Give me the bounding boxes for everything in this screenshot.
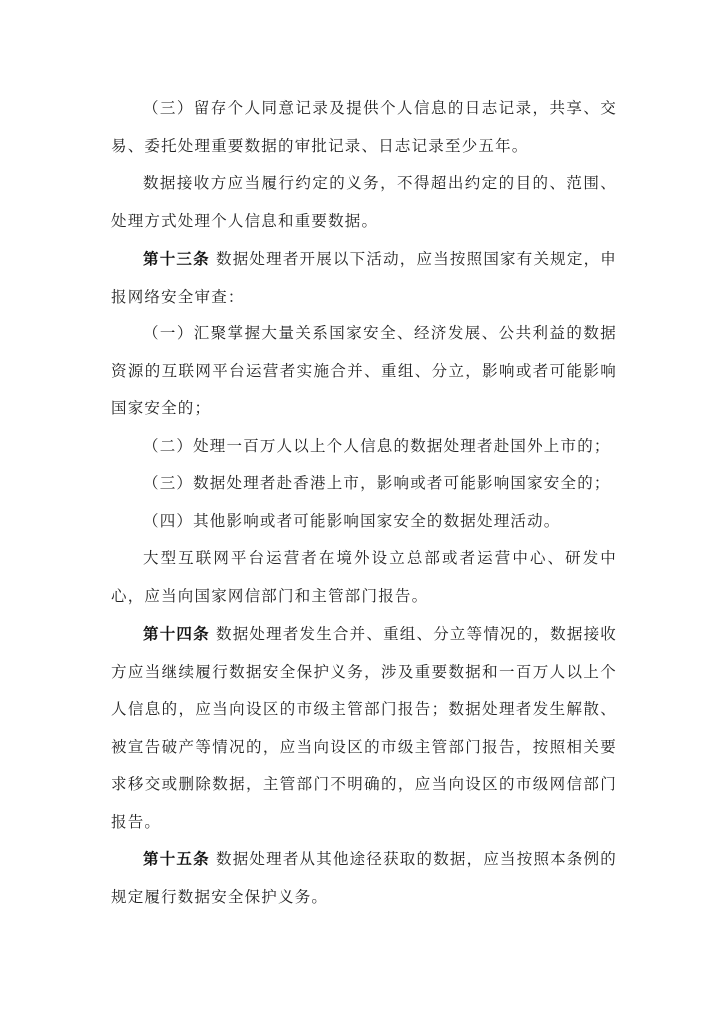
paragraph-text: 数据接收方应当履行约定的义务，不得超出约定的目的、范围、处理方式处理个人信息和重要数据。 <box>111 174 617 230</box>
list-item-2 <box>111 428 617 466</box>
paragraph-text: （三）留存个人同意记录及提供个人信息的日志记录，共享、交易、委托处理重要数据的审批记录、日志记录至少五年。 <box>111 99 617 155</box>
article-14 <box>111 615 617 841</box>
paragraph-text: （三）数据处理者赴香港上市，影响或者可能影响国家安全的； <box>143 474 611 492</box>
article-number: 第十五条 <box>143 849 210 868</box>
article-15 <box>111 840 617 916</box>
list-item-4 <box>111 503 617 541</box>
paragraph-text: （一）汇聚掌握大量关系国家安全、经济发展、公共利益的数据资源的互联网平台运营者实施合并、重组、分立，影响或者可能影响国家安全的； <box>111 324 617 417</box>
paragraph-text: 大型互联网平台运营者在境外设立总部或者运营中心、研发中心，应当向国家网信部门和主管部门报告。 <box>111 549 617 605</box>
paragraph-text: 数据处理者从其他途径获取的数据，应当按照本条例的规定履行数据安全保护义务。 <box>111 850 617 906</box>
paragraph-text: （四）其他影响或者可能影响国家安全的数据处理活动。 <box>143 512 561 530</box>
paragraph-text: 数据处理者开展以下活动，应当按照国家有关规定，申报网络安全审查： <box>111 250 617 306</box>
article-13-intro <box>111 240 617 316</box>
article-number: 第十三条 <box>143 249 210 268</box>
paragraph-retention-logs <box>111 90 617 165</box>
article-number: 第十四条 <box>143 624 210 643</box>
paragraph-recipient-obligations <box>111 165 617 240</box>
paragraph-overseas-hq <box>111 540 617 615</box>
paragraph-text: 数据处理者发生合并、重组、分立等情况的，数据接收方应当继续履行数据安全保护义务，涉及重要数据和一百万人以上个人信息的，应当向设区的市级主管部门报告；数据处理者发生解散、被宣告破产等情况的，应当向设区的市级主管部门报告，按照相关要求移交或删除数据，主管部门不明确的，应当向设区的市级网信部门报告。 <box>111 625 617 831</box>
list-item-3 <box>111 465 617 503</box>
list-item-1 <box>111 315 617 428</box>
paragraph-text: （二）处理一百万人以上个人信息的数据处理者赴国外上市的； <box>143 437 611 455</box>
